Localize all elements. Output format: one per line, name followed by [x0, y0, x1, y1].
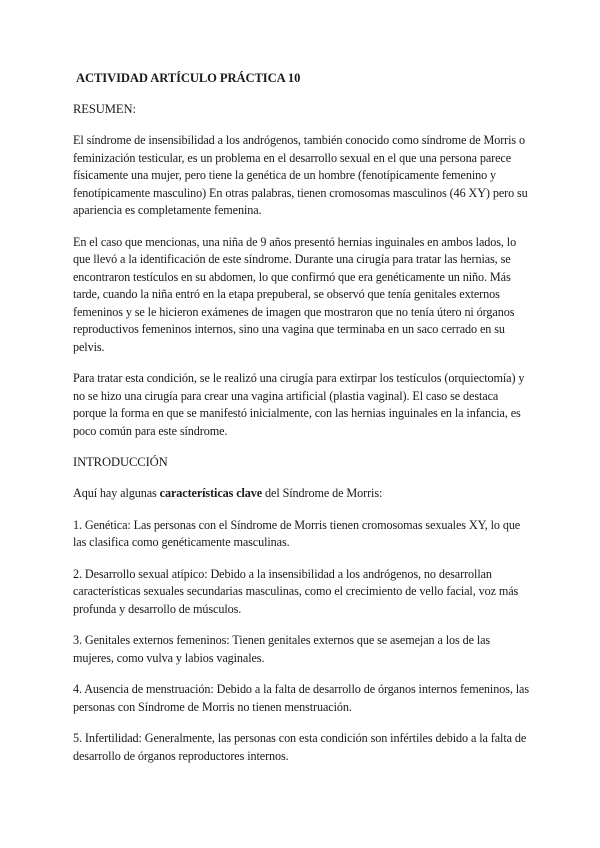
- intro-bold-text: características clave: [159, 486, 263, 500]
- characteristic-item-1: 1. Genética: Las personas con el Síndrome de Morris tienen cromosomas sexuales XY, lo que las clasifica como genéticamente masculinas.: [73, 517, 521, 549]
- resumen-heading: RESUMEN:: [73, 102, 136, 116]
- characteristic-item-5: 5. Infertilidad: Generalmente, las personas con esta condición son infértiles debido a la falta de desarrollo de órganos reproductores internos.: [73, 731, 527, 763]
- resumen-paragraph-1: El síndrome de insensibilidad a los andrógenos, también conocido como síndrome de Morris o feminización testicular, es un problema en el desarrollo sexual en el que una persona parece físicamente una mujer, pero tiene la genética de un hombre (fenotípicamente femenino y fenotípicamente masculino) En otras palabras, tienen cromosomas masculinos (46 XY) pero su apariencia es completamente femenina.: [73, 133, 528, 217]
- resumen-paragraph-3: Para tratar esta condición, se le realizó una cirugía para extirpar los testículos (orquiectomía) y no se hizo una cirugía para crear una vagina artificial (plastia vaginal). El caso se destaca porque la forma en que se manifestó inicialmente, con las hernias inguinales en la infancia, es poco común para este síndrome.: [73, 371, 525, 438]
- resumen-paragraph-2: En el caso que mencionas, una niña de 9 años presentó hernias inguinales en ambos lados, lo que llevó a la identificación de este síndrome. Durante una cirugía para tratar las hernias, se encontraron testículos en su abdomen, lo que confirmó que era genéticamente un niño. Más tarde, cuando la niña entró en la etapa prepuberal, se observó que tenía genitales externos femeninos y se le hicieron exámenes de imagen que mostraron que no tenía útero ni órganos reproductivos femeninos internos, sino una vagina que terminaba en un saco cerrado en su pelvis.: [73, 234, 517, 354]
- intro-suffix: del Síndrome de Morris:: [262, 486, 383, 500]
- characteristic-item-3: 3. Genitales externos femeninos: Tienen genitales externos que se asemejan a los de las mujeres, como vulva y labios vaginales.: [73, 633, 491, 665]
- intro-prefix: Aquí hay algunas: [73, 486, 160, 500]
- document-page: [73, 70, 529, 779]
- intro-sentence: [73, 485, 529, 503]
- characteristic-item-4: 4. Ausencia de menstruación: Debido a la falta de desarrollo de órganos internos femeninos, las personas con Síndrome de Morris no tienen menstruación.: [73, 682, 529, 714]
- introduccion-heading: INTRODUCCIÓN: [73, 455, 168, 469]
- characteristic-item-2: 2. Desarrollo sexual atípico: Debido a la insensibilidad a los andrógenos, no desarrollan características sexuales secundarias masculinas, como el crecimiento de vello facial, voz más profunda y desarrollo de músculos.: [73, 566, 519, 616]
- document-title: ACTIVIDAD ARTÍCULO PRÁCTICA 10: [76, 71, 301, 85]
